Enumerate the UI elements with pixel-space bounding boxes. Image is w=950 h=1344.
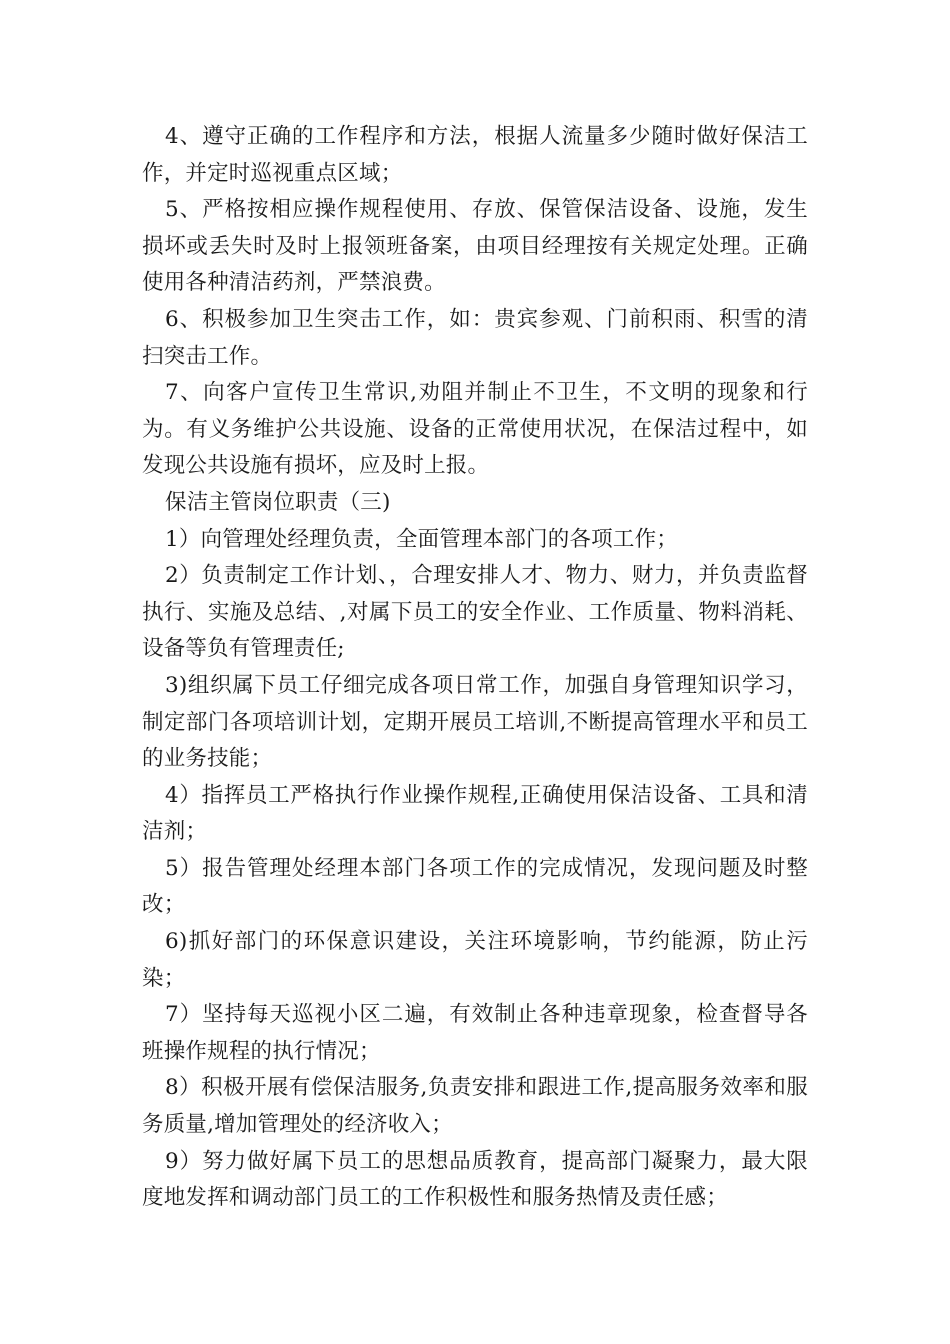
paragraph-item-6: 6、积极参加卫生突击工作，如：贵宾参观、门前积雨、积雪的清扫突击工作。 [142, 306, 808, 369]
duty-item-2: 2）负责制定工作计划、，合理安排人才、物力、财力，并负责监督执行、实施及总结、,对属下员工的安全作业、工作质量、物料消耗、设备等负有管理责任; [142, 563, 808, 662]
paragraph-item-4: 4、遵守正确的工作程序和方法，根据人流量多少随时做好保洁工作，并定时巡视重点区域； [142, 124, 808, 186]
section-heading: 保洁主管岗位职责（三) [165, 489, 391, 515]
duty-item-7: 7）坚持每天巡视小区二遍，有效制止各种违章现象，检查督导各班操作规程的执行情况； [142, 1002, 808, 1064]
duty-item-9: 9）努力做好属下员工的思想品质教育，提高部门凝聚力，最大限度地发挥和调动部门员工的工作积极性和服务热情及责任感； [142, 1148, 808, 1211]
duty-item-8: 8）积极开展有偿保洁服务,负责安排和跟进工作,提高服务效率和服务质量,增加管理处的经济收入； [142, 1075, 808, 1138]
document-body [142, 119, 808, 1217]
duty-item-6: 6)抓好部门的环保意识建设，关注环境影响，节约能源，防止污染； [142, 929, 808, 991]
duty-item-3: 3)组织属下员工仔细完成各项日常工作，加强自身管理知识学习，制定部门各项培训计划，定期开展员工培训,不断提高管理水平和员工的业务技能； [142, 672, 808, 772]
paragraph-item-5: 5、严格按相应操作规程使用、存放、保管保洁设备、设施，发生损坏或丢失时及时上报领班备案，由项目经理按有关规定处理。正确使用各种清洁药剂，严禁浪费。 [142, 197, 808, 296]
duty-item-5: 5）报告管理处经理本部门各项工作的完成情况，发现问题及时整改； [142, 855, 808, 918]
duty-item-1: 1）向管理处经理负责，全面管理本部门的各项工作； [165, 526, 678, 552]
paragraph-item-7: 7、向客户宣传卫生常识,劝阻并制止不卫生，不文明的现象和行为。有义务维护公共设施、设备的正常使用状况，在保洁过程中，如发现公共设施有损坏，应及时上报。 [142, 380, 808, 479]
duty-item-4: 4）指挥员工严格执行作业操作规程,正确使用保洁设备、工具和清洁剂； [142, 782, 808, 845]
